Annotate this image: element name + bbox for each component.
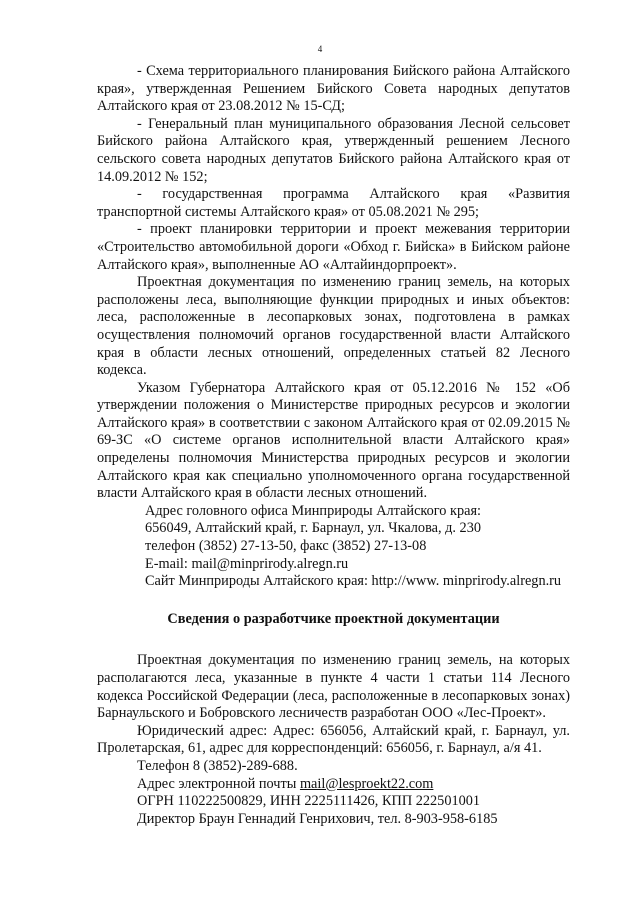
paragraph-decree: Указом Губернатора Алтайского края от 05.12.2016 № 152 «Об утверждении положения о Министерстве природных ресурсов и экологии Алтайского края» в соответствии с законом Алтайского края от 02.09.2015 № 69-ЗС «О системе органов исполнительной власти Алтайского края» определены полномочия Министерства природных ресурсов и экологии Алтайского края как специально уполномоченного органа государственной власти Алтайского края в области лесных отношений. [97, 379, 570, 502]
developer-director: Директор Браун Геннадий Генрихович, тел. 8-903-958-6185 [137, 810, 498, 827]
paragraph-developer: Проектная документация по изменению границ земель, на которых располагаются леса, указанные в пункте 4 части 1 статьи 114 Лесного кодекса Российской Федерации (леса, расположенные в лесопарковых зонах) Барнаульского и Бобровского лесничеств разработан ООО «Лес-Проект». [97, 652, 570, 722]
list-item-planning-project: - проект планировки территории и проект межевания территории «Строительство автомобильной дороги «Обход г. Бийска» в Бийском районе Алтайского края», выполненные АО «Алтайиндорпроект». [97, 221, 570, 273]
office-website[interactable]: Сайт Минприроды Алтайского края: http://www. minprirody.alregn.ru [145, 573, 562, 590]
list-item-state-program: - государственная программа Алтайского края «Развития транспортной системы Алтайского края» от 05.08.2021 № 295; [97, 186, 570, 220]
developer-email-link[interactable]: mail@lesproekt22.com [299, 775, 434, 792]
office-phone: телефон (3852) 27-13-50, факс (3852) 27-13-08 [145, 538, 427, 555]
email-label: Адрес электронной почты [137, 775, 300, 792]
office-email[interactable]: E-mail: mail@minprirody.alregn.ru [145, 555, 349, 572]
developer-registration: ОГРН 110222500829, ИНН 2225111426, КПП 222501001 [137, 793, 481, 810]
paragraph-purpose: Проектная документация по изменению границ земель, на которых расположены леса, выполняющие функции природных и иных объектов: леса, расположенные в лесопарковых зонах, подготовлена в рамках осуществления полномочий органов государственной власти Алтайского края в области лесных отношений, определенных статьей 82 Лесного кодекса. [97, 274, 570, 379]
developer-phone: Телефон 8 (3852)-289-688. [137, 757, 298, 774]
list-item-territorial-plan: - Схема территориального планирования Бийского района Алтайского края», утвержденная Решением Бийского Совета народных депутатов Алтайского края от 23.08.2012 № 15-СД; [97, 63, 570, 115]
section-heading-developer: Сведения о разработчике проектной документации [167, 610, 500, 627]
page-number: 4 [317, 44, 323, 54]
office-address: 656049, Алтайский край, г. Барнаул, ул. Чкалова, д. 230 [145, 520, 482, 537]
list-item-general-plan: - Генеральный план муниципального образования Лесной сельсовет Бийского района Алтайского края, утвержденный решением Лесного сельского совета народных депутатов Бийского района Алтайского края от 14.09.2012 № 152; [97, 115, 570, 185]
office-address-label: Адрес головного офиса Минприроды Алтайского края: [145, 502, 482, 519]
developer-email-line [97, 776, 570, 794]
document-body [97, 63, 570, 828]
paragraph-legal-address: Юридический адрес: Адрес: 656056, Алтайский край, г. Барнаул, ул. Пролетарская, 61, адрес для корреспонденций: 656056, г. Барнаул, а/я 41. [97, 722, 570, 757]
